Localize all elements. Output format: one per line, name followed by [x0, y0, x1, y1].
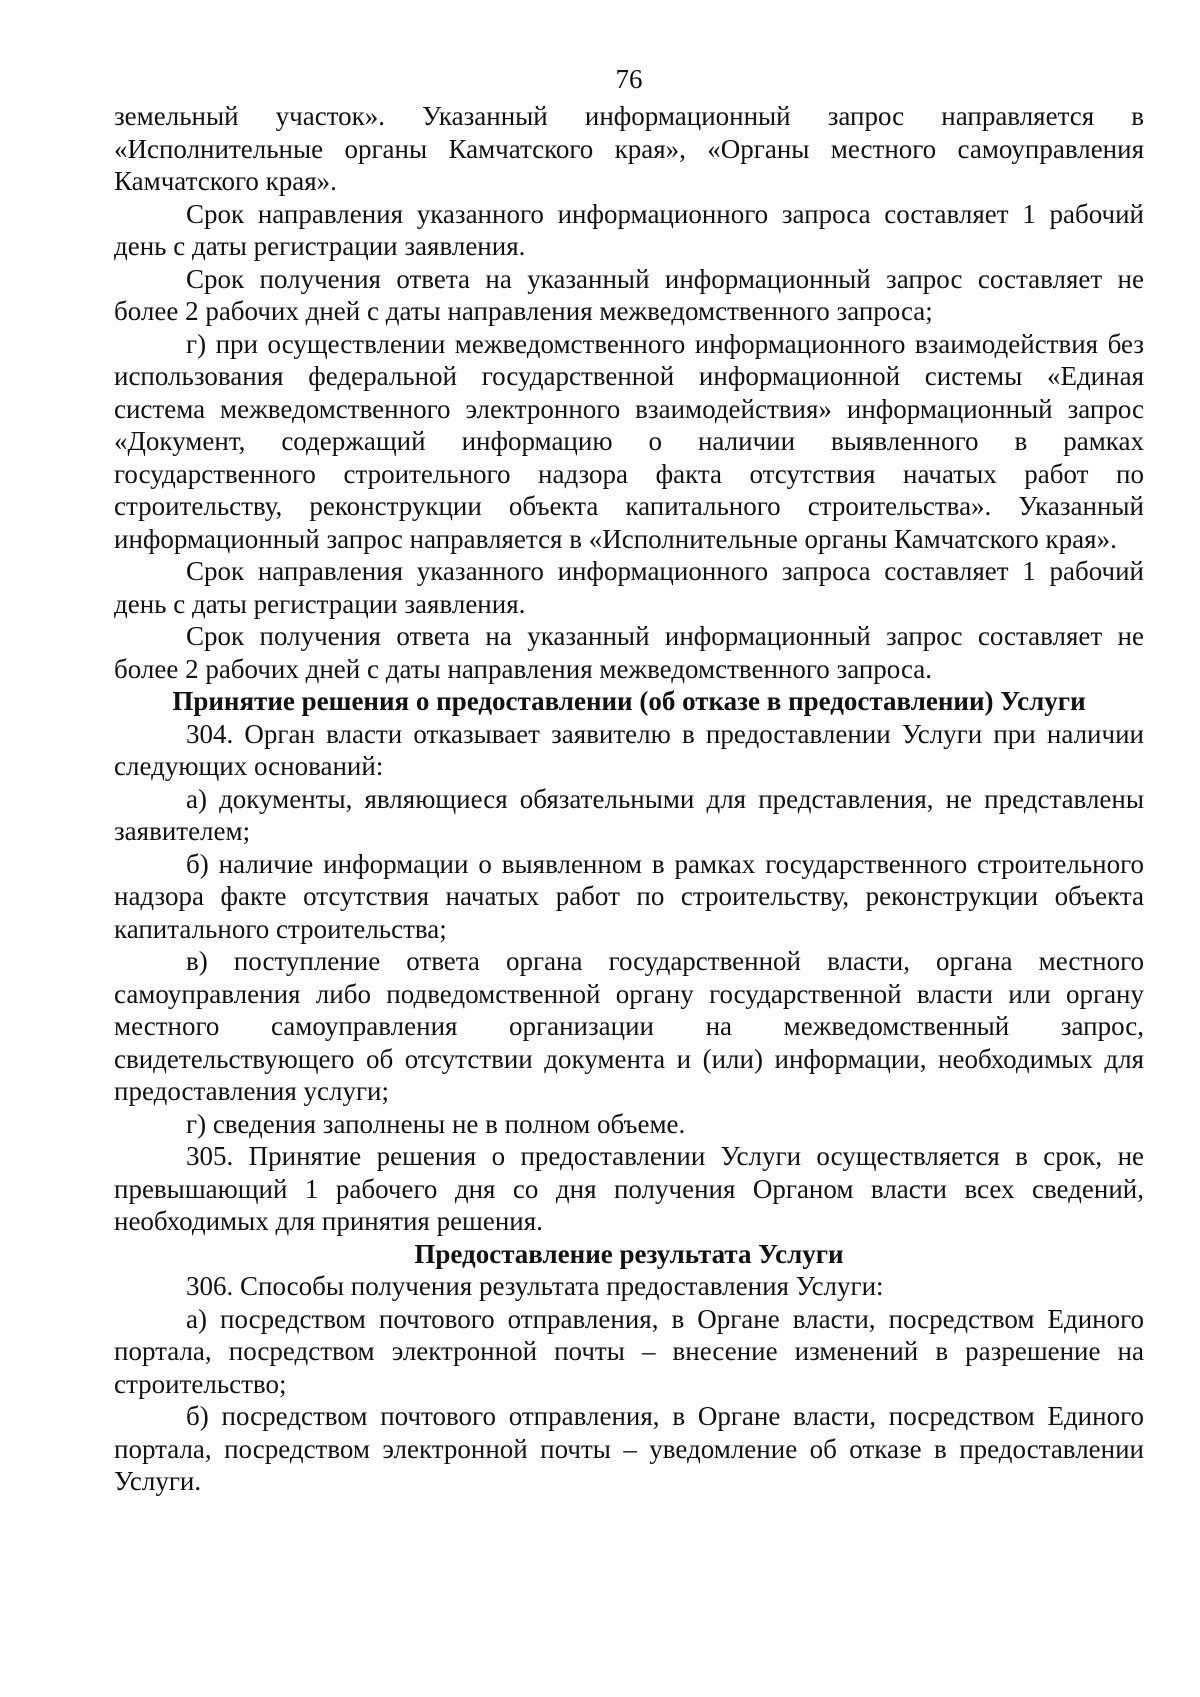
document-page [114, 62, 1144, 1498]
paragraph-304-v: в) поступление ответа органа государственной власти, органа местного самоуправления либо подведомственной органу государственной власти или органу местного самоуправления организации на межведомственный запрос, свидетельствующего об отсутствии документа и (или) информации, необходимых для предоставления услуги; [114, 946, 1144, 1106]
paragraph-response-term-2: Срок получения ответа на указанный информационный запрос составляет не более 2 рабочих дней с даты направления межведомственного запроса. [114, 621, 1144, 684]
paragraph-304-a: а) документы, являющиеся обязательными для представления, не представлены заявителем; [114, 783, 1144, 846]
paragraph-continuation: земельный участок». Указанный информационный запрос направляется в «Исполнительные органы Камчатского края», «Органы местного самоуправления Камчатского края». [114, 101, 1144, 196]
paragraph-305: 305. Принятие решения о предоставлении Услуги осуществляется в срок, не превышающий 1 рабочего дня со дня получения Органом власти всех сведений, необходимых для принятия решения. [114, 1141, 1144, 1236]
paragraph-304-b: б) наличие информации о выявленном в рамках государственного строительного надзора факте отсутствия начатых работ по строительству, реконструкции объекта капитального строительства; [114, 848, 1144, 944]
paragraph-306: 306. Способы получения результата предоставления Услуги: [186, 1271, 884, 1301]
section-heading-result: Предоставление результата Услуги [414, 1238, 844, 1269]
paragraph-306-b: б) посредством почтового отправления, в Органе власти, посредством Единого портала, посредством электронной почты – уведомление об отказе в предоставлении Услуги. [114, 1401, 1144, 1496]
paragraph-request-term-2: Срок направления указанного информационного запроса составляет 1 рабочий день с даты регистрации заявления. [114, 556, 1144, 619]
page-number: 76 [615, 64, 643, 94]
paragraph-request-term-1: Срок направления указанного информационного запроса составляет 1 рабочий день с даты регистрации заявления. [114, 198, 1144, 261]
section-heading-decision: Принятие решения о предоставлении (об отказе в предоставлении) Услуги [172, 686, 1086, 716]
paragraph-response-term-1: Срок получения ответа на указанный информационный запрос составляет не более 2 рабочих дней с даты направления межведомственного запроса; [114, 263, 1144, 326]
paragraph-item-g-interaction: г) при осуществлении межведомственного информационного взаимодействия без использования федеральной государственной информационной системы «Единая система межведомственного электронного взаимодействия» информационный запрос «Документ, содержащий информацию о наличии выявленного в рамках государственного строительного надзора факта отсутствия начатых работ по строительству, реконструкции объекта капитального строительства». Указанный информационный запрос направляется в «Исполнительные органы Камчатского края». [114, 328, 1144, 554]
paragraph-304: 304. Орган власти отказывает заявителю в предоставлении Услуги при наличии следующих оснований: [114, 718, 1144, 781]
paragraph-304-g: г) сведения заполнены не в полном объеме. [186, 1108, 686, 1139]
paragraph-306-a: а) посредством почтового отправления, в Органе власти, посредством Единого портала, посредством электронной почты – внесение изменений в разрешение на строительство; [114, 1303, 1144, 1399]
